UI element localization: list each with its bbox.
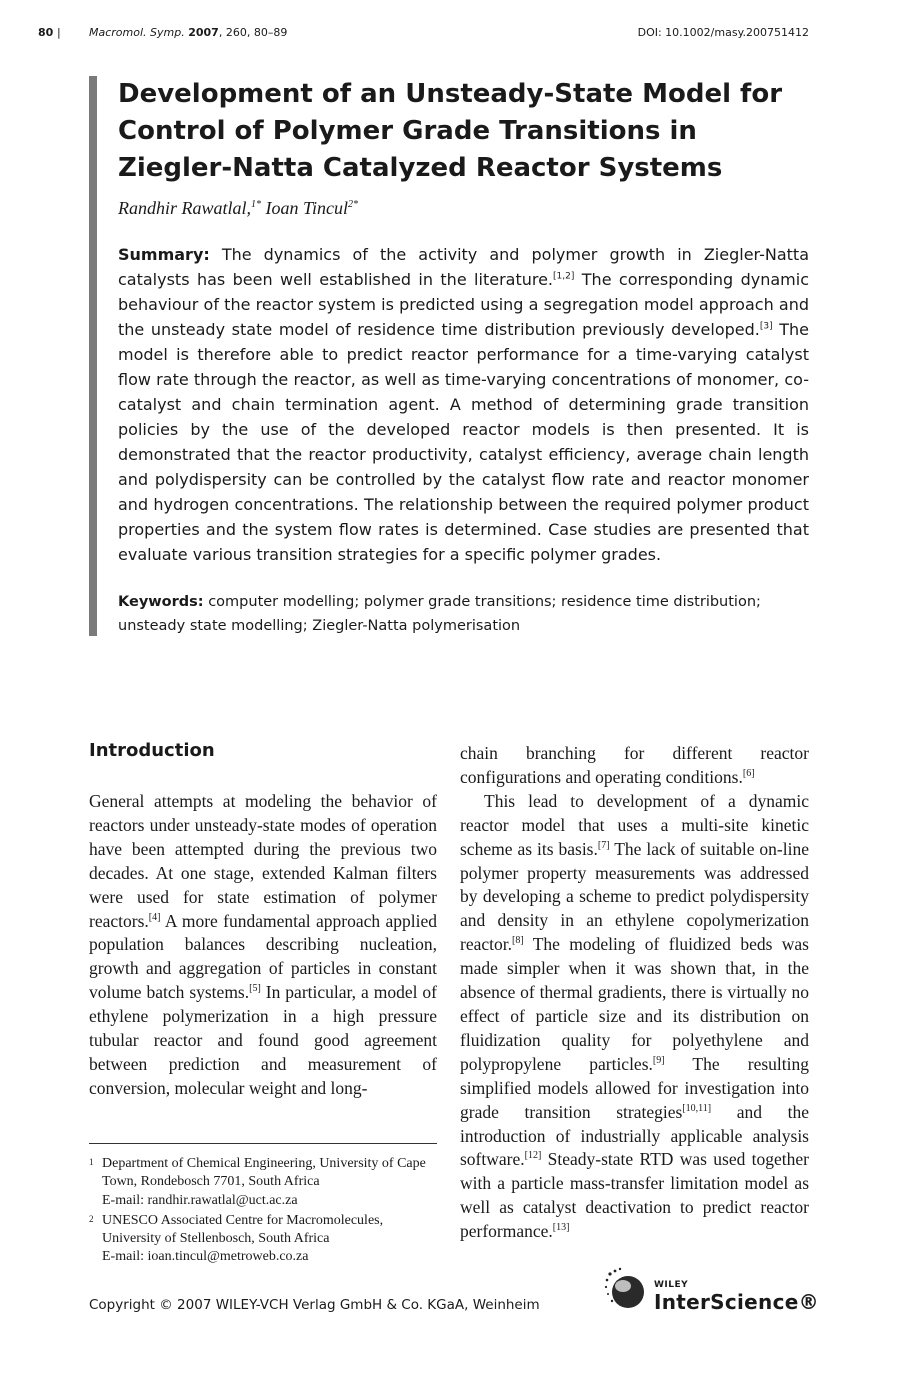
doi-link[interactable]: DOI: 10.1002/masy.200751412 xyxy=(637,26,809,39)
body-text: General attempts at modeling the behavior of reactors under unsteady-state modes of operation have been attempted during the previous two decades. At one stage, extended Kalman filters were used for state estimation of polymer reactors. xyxy=(89,791,437,931)
footnote-email[interactable]: E-mail: ioan.tincul@metroweb.co.za xyxy=(102,1249,309,1265)
body-text: A more fundamental approach applied population balances describing nucleation, growth and aggregation of particles in constant volume batch systems. xyxy=(89,910,437,1003)
summary-text: The model is therefore able to predict reactor performance for a time-varying catalyst flow rate through the reactor, as well as time-varying concentrations of monomer, co-catalyst and chain termination agent. A method of determining grade transition policies by the use of the developed reactor models is then presented. It is demonstrated that the reactor productivity, catalyst efficiency, average chain length and polydispersity can be controlled by the catalyst flow rate and reactor monomer and hydrogen concentrations. The relationship between the required polymer product properties and the system flow rates is determined. Case studies are presented that evaluate various transition strategies for a specific polymer grades. xyxy=(118,320,810,564)
wiley-wordmark: WILEY xyxy=(654,1280,689,1290)
body-text: The modeling of fluidized beds was made simpler when it was shown that, in the absence of thermal gradients, there is virtually no effect of particle size and its distribution on fluidization quality for polyethylene and polypropylene particles. xyxy=(460,934,809,1074)
author-affiliation-mark: 1* xyxy=(251,199,262,210)
journal-volume-pages: , 260, 80–89 xyxy=(218,26,288,39)
footnote xyxy=(89,1155,437,1210)
footnote-mark: 1 xyxy=(89,1157,94,1167)
running-header xyxy=(0,26,905,44)
footnote-divider xyxy=(89,1143,437,1144)
citation-link[interactable]: [5] xyxy=(249,983,261,995)
journal-reference xyxy=(89,26,287,39)
summary-label: Summary: xyxy=(118,245,210,264)
citation-link[interactable]: [6] xyxy=(742,768,755,780)
body-text: The resulting simplified models allowed for investigation into grade transition strategies xyxy=(460,1053,809,1122)
author-name: Ioan Tincul xyxy=(265,198,349,218)
citation-link[interactable]: [3] xyxy=(759,321,773,332)
summary-paragraph xyxy=(118,242,809,567)
body-paragraph xyxy=(460,790,809,1244)
footnote xyxy=(89,1212,437,1267)
citation-link[interactable]: [1,2] xyxy=(553,271,575,282)
citation-link[interactable]: [7] xyxy=(597,839,610,851)
journal-year: 2007 xyxy=(188,26,219,39)
citation-link[interactable]: [9] xyxy=(652,1054,665,1066)
abstract-side-bar xyxy=(89,76,97,636)
summary-text: The dynamics of the activity and polymer growth in Ziegler-Natta catalysts has been well established in the literature. xyxy=(118,245,809,289)
keywords-text: computer modelling; polymer grade transitions; residence time distribution; unsteady state modelling; Ziegler-Natta polymerisation xyxy=(118,594,761,634)
body-text: The lack of suitable on-line polymer property measurements was addressed by developing a scheme to predict polydispersity and density in an ethylene copolymerization reactor. xyxy=(460,838,809,955)
body-text: Steady-state RTD was used together with a particle mass-transfer limitation model as well as catalyst deactivation to predict reactor performance. xyxy=(460,1149,809,1242)
author-affiliation-mark: 2* xyxy=(348,199,359,210)
article-title: Development of an Unsteady-State Model for Control of Polymer Grade Transitions in Ziegler-Natta Catalyzed Reactor Systems xyxy=(118,79,783,183)
citation-link[interactable]: [12] xyxy=(524,1150,542,1162)
keywords-paragraph xyxy=(118,590,809,638)
journal-name: Macromol. Symp. xyxy=(89,26,185,39)
abstract-block xyxy=(89,76,811,636)
body-text: chain branching for different reactor configurations and operating conditions. xyxy=(460,743,809,787)
citation-link[interactable]: [10,11] xyxy=(682,1102,712,1114)
interscience-globe-icon xyxy=(604,1266,652,1314)
body-paragraph xyxy=(89,790,437,1101)
citation-link[interactable]: [8] xyxy=(511,935,524,947)
footnote-affiliation: UNESCO Associated Centre for Macromolecules, University of Stellenbosch, South Africa xyxy=(102,1212,384,1247)
interscience-wordmark: InterScience® xyxy=(654,1290,819,1314)
body-paragraph-continued xyxy=(460,742,809,790)
introduction-heading: Introduction xyxy=(89,740,215,761)
page-number: 80 xyxy=(38,26,54,39)
footnote-email[interactable]: E-mail: randhir.rawatlal@uct.ac.za xyxy=(102,1192,298,1208)
page-number-separator: | xyxy=(57,26,61,39)
body-text: In particular, a model of ethylene polymerization in a high pressure tubular reactor and found good agreement between prediction and measurement of conversion, molecular weight and long- xyxy=(89,982,438,1098)
author-name: Randhir Rawatlal, xyxy=(118,198,252,218)
copyright-notice: Copyright © 2007 WILEY-VCH Verlag GmbH & Co. KGaA, Weinheim xyxy=(89,1297,540,1313)
keywords-label: Keywords: xyxy=(118,594,204,610)
footnotes xyxy=(89,1155,437,1269)
author-list xyxy=(118,198,358,219)
citation-link[interactable]: [13] xyxy=(552,1222,570,1234)
footnote-affiliation: Department of Chemical Engineering, University of Cape Town, Rondebosch 7701, South Africa xyxy=(102,1156,426,1190)
body-text: and the introduction of industrially applicable analysis software. xyxy=(460,1101,809,1170)
right-column xyxy=(460,742,809,1244)
citation-link[interactable]: [4] xyxy=(148,911,161,923)
wiley-interscience-logo[interactable] xyxy=(604,1266,819,1314)
summary-text: The corresponding dynamic behaviour of the reactor system is predicted using a segregation model approach and the unsteady state model of residence time distribution previously developed. xyxy=(118,270,810,339)
body-text: This lead to development of a dynamic reactor model that uses a multi-site kinetic scheme as its basis. xyxy=(460,790,809,859)
footnote-mark: 2 xyxy=(89,1213,94,1224)
